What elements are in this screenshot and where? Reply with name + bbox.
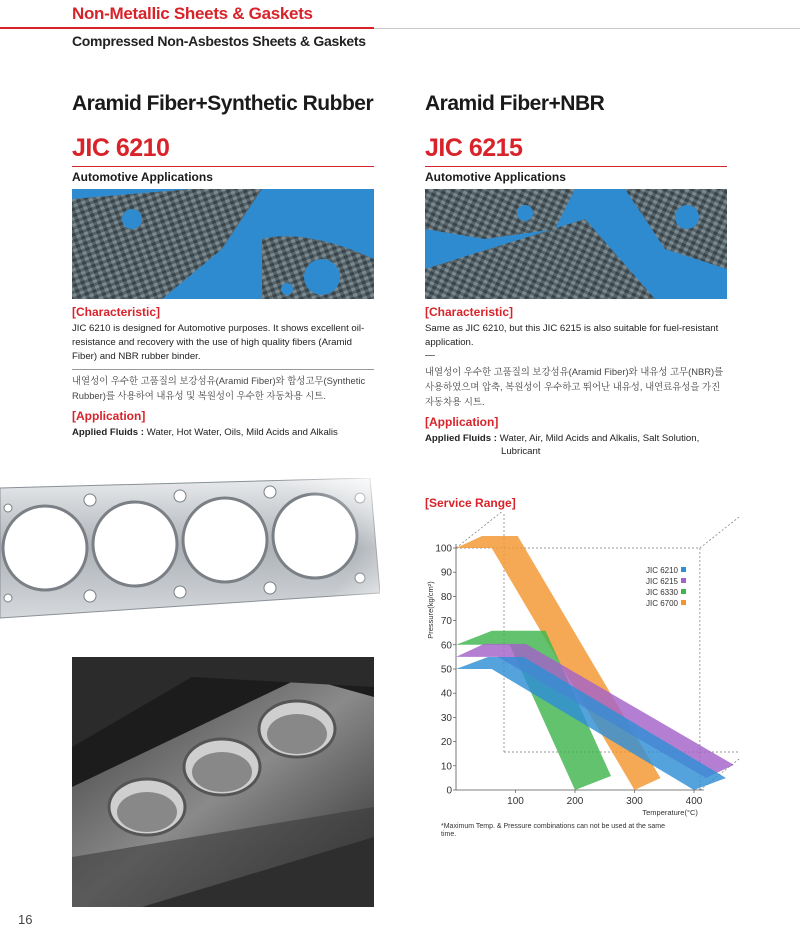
product-jic6210 [72,92,374,439]
x-tick-label: 100 [507,796,524,807]
applied-fluids-label: Applied Fluids : [72,427,144,438]
header-accent-rule [0,27,44,29]
divider-dash [425,355,435,356]
y-tick-label: 60 [440,640,452,652]
service-range-chart [420,512,740,822]
application-heading: [Application] [425,415,499,429]
product-code: JIC 6210 [72,134,170,162]
engine-block-photo [72,657,374,907]
legend-swatch [681,567,686,572]
section-title: Non-Metallic Sheets & Gaskets [72,4,313,23]
characteristic-text: JIC 6210 is designed for Automotive purposes. It shows excellent oil-resistance and recovery with the use of high quality fibers (Aramid Fiber) and NBR rubber binder. [72,323,365,362]
chart-footnote: *Maximum Temp. & Pressure combinations can not be used at the same time. [441,823,665,838]
chart-frame-line [700,512,740,548]
y-tick-label: 100 [435,543,452,555]
characteristic-text: Same as JIC 6210, but this JIC 6215 is also suitable for fuel-resistant application. [425,323,719,348]
application-heading: [Application] [72,409,146,423]
page-number: 16 [18,912,33,927]
y-tick-label: 0 [446,785,452,797]
characteristic-heading: [Characteristic] [425,305,514,319]
legend-swatch [681,589,686,594]
applied-fluids [72,426,374,439]
applications-label: Automotive Applications [72,170,213,184]
y-axis-label: Pressure(kg/cm²) [426,581,435,639]
product-code: JIC 6215 [425,134,523,162]
applied-fluids-label: Applied Fluids : [425,433,497,444]
legend-label: JIC 6700 [645,599,678,608]
characteristic-heading: [Characteristic] [72,305,161,319]
y-tick-label: 10 [440,761,452,773]
y-tick-label: 80 [440,591,452,603]
y-tick-label: 50 [440,664,452,676]
applied-fluids-text: Water, Air, Mild Acids and Alkalis, Salt Solution, [499,433,700,444]
y-tick-label: 90 [440,567,452,579]
applied-fluids-text: Water, Hot Water, Oils, Mild Acids and Alkalis [146,427,338,438]
x-tick-label: 400 [685,796,703,807]
legend-label: JIC 6215 [645,577,678,586]
y-tick-label: 70 [440,616,452,628]
legend-label: JIC 6210 [645,566,678,575]
product-jic6215 [425,92,727,458]
x-axis-label: Temperature(°C) [642,808,698,817]
code-rule [72,166,374,167]
x-tick-label: 200 [566,796,584,807]
gasket-sheet-photo [72,189,374,299]
applications-label: Automotive Applications [425,170,566,184]
header-red-rule [44,27,374,29]
code-rule [425,166,727,167]
head-gasket-photo [0,478,380,628]
y-tick-label: 20 [440,737,452,749]
header-gray-rule [374,28,800,29]
legend-swatch [681,600,686,605]
y-tick-label: 40 [440,688,452,700]
applied-fluids [425,432,727,458]
characteristic-korean: 내열성이 우수한 고품질의 보강섬유(Aramid Fiber)와 합성고무(Synthetic Rubber)를 사용하여 내유성 및 복원성이 우수한 자동차용 시트. [72,369,374,403]
gasket-sheet-photo [425,189,727,299]
applied-fluids-text-2: Lubricant [501,446,541,457]
x-tick-label: 300 [626,796,643,807]
product-type: Aramid Fiber+NBR [425,92,605,115]
product-type: Aramid Fiber+Synthetic Rubber [72,92,374,115]
characteristic-korean: 내열성이 우수한 고품질의 보강섬유(Aramid Fiber)와 내유성 고무(NBR)를 사용하였으며 압축, 복원성이 우수하고 뛰어난 내유성, 내연료유성을 가진 자동차용 시트. [425,366,724,407]
section-subtitle: Compressed Non-Asbestos Sheets & Gaskets [72,33,366,49]
y-tick-label: 30 [440,712,452,724]
legend-swatch [681,578,686,583]
legend-label: JIC 6330 [645,588,678,597]
service-range-heading: [Service Range] [425,496,516,510]
